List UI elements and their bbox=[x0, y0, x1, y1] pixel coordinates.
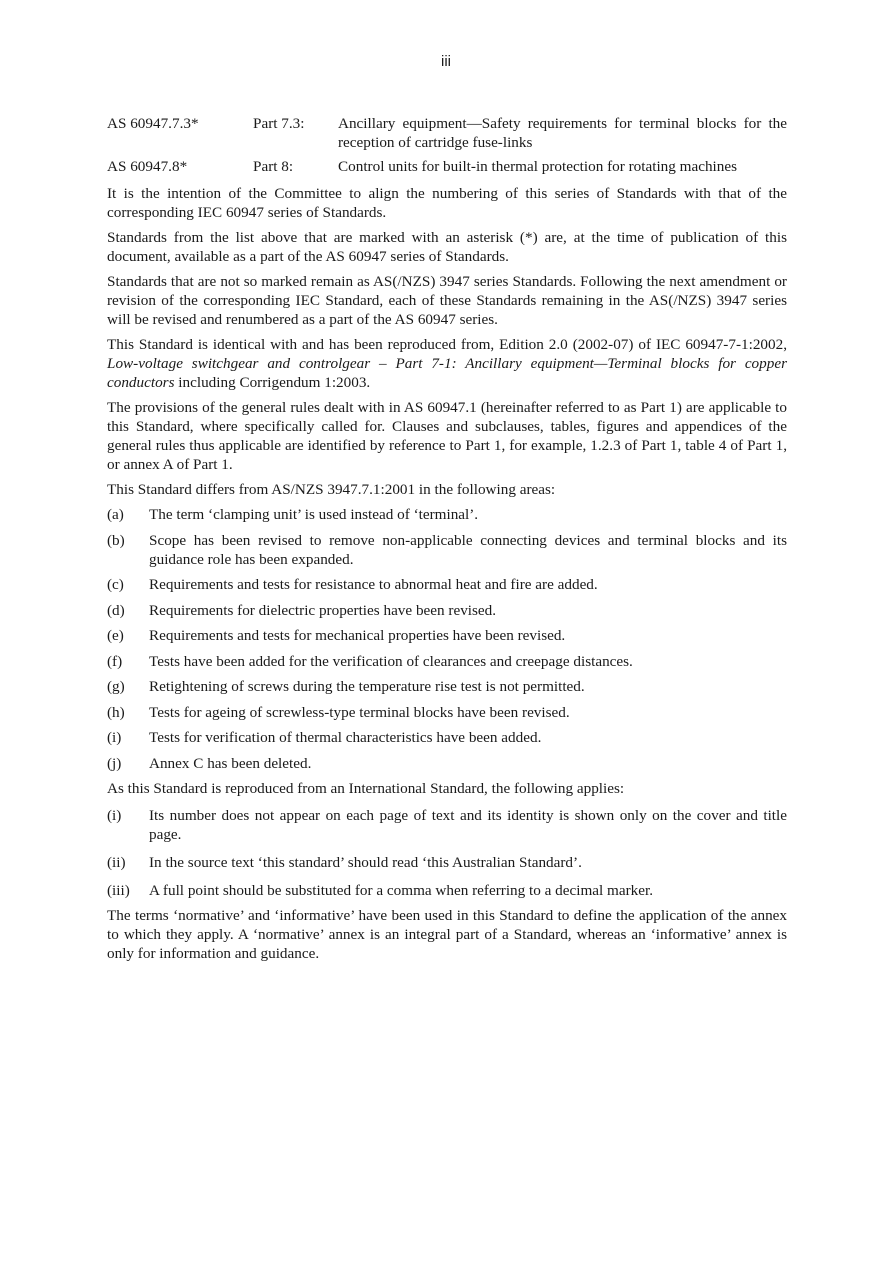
list-marker: (i) bbox=[107, 807, 122, 824]
list-marker: (g) bbox=[107, 678, 125, 695]
iec-title: Low-voltage switchgear and controlgear – Part 7-1: Ancillary equipment—Terminal blocks for copper conductors bbox=[107, 355, 787, 391]
list-item bbox=[107, 626, 787, 645]
paragraph-asterisk: Standards from the list above that are marked with an asterisk (*) are, at the time of publication of this document, available as a part of the AS 60947 series of Standards. bbox=[107, 229, 787, 265]
document-body bbox=[107, 114, 787, 969]
list-marker: (a) bbox=[107, 506, 124, 523]
identical-text-end: including Corrigendum 1:2003. bbox=[174, 374, 371, 391]
paragraph-differs: This Standard differs from AS/NZS 3947.7.1:2001 in the following areas: bbox=[107, 481, 556, 498]
list-marker: (c) bbox=[107, 576, 124, 593]
list-marker: (iii) bbox=[107, 882, 130, 899]
applies-list bbox=[107, 806, 787, 900]
list-marker: (ii) bbox=[107, 854, 126, 871]
paragraph-unmarked: Standards that are not so marked remain as AS(/NZS) 3947 series Standards. Following the next amendment or revision of the corresponding IEC Standard, each of these Standards remaining in the AS(/NZS) 3947 series will be revised and renumbered as a part of the AS 60947 series. bbox=[107, 273, 787, 328]
list-text: Tests for verification of thermal characteristics have been added. bbox=[149, 729, 542, 746]
list-text: Retightening of screws during the temperature rise test is not permitted. bbox=[149, 678, 585, 695]
list-item bbox=[107, 677, 787, 696]
list-text: Its number does not appear on each page of text and its identity is shown only on the cover and title page. bbox=[149, 807, 787, 843]
list-item bbox=[107, 505, 787, 524]
list-text: Tests have been added for the verification of clearances and creepage distances. bbox=[149, 652, 633, 670]
list-item bbox=[107, 652, 787, 671]
list-marker: (i) bbox=[107, 729, 122, 746]
list-marker: (b) bbox=[107, 531, 125, 549]
list-text: Requirements and tests for mechanical properties have been revised. bbox=[149, 627, 566, 644]
standard-code: AS 60947.7.3* bbox=[107, 115, 199, 132]
paragraph-normative: The terms ‘normative’ and ‘informative’ have been used in this Standard to define the application of the annex to which they apply. A ‘normative’ annex is an integral part of a Standard, whereas an ‘informative’ annex is only for information and guidance. bbox=[107, 907, 787, 962]
list-item bbox=[107, 754, 787, 773]
standard-entry bbox=[107, 157, 787, 176]
paragraph-identical bbox=[107, 335, 787, 392]
list-text: In the source text ‘this standard’ should read ‘this Australian Standard’. bbox=[149, 854, 582, 871]
list-text: Requirements and tests for resistance to abnormal heat and fire are added. bbox=[149, 576, 598, 593]
list-text: Requirements for dielectric properties have been revised. bbox=[149, 601, 497, 619]
list-text: Tests for ageing of screwless-type terminal blocks have been revised. bbox=[149, 703, 570, 721]
standard-part: Part 7.3: bbox=[253, 115, 305, 132]
list-item bbox=[107, 531, 787, 569]
list-marker: (f) bbox=[107, 652, 123, 670]
list-item bbox=[107, 881, 787, 900]
list-text: Annex C has been deleted. bbox=[149, 754, 312, 772]
list-item bbox=[107, 853, 787, 872]
standard-entry bbox=[107, 114, 787, 152]
identical-text: This Standard is identical with and has been reproduced from, Edition 2.0 (2002-07) of IEC 60947-7-1:2002, bbox=[107, 336, 787, 353]
list-item bbox=[107, 601, 787, 620]
list-text: Scope has been revised to remove non-applicable connecting devices and terminal blocks and its guidance role has been expanded. bbox=[149, 531, 787, 568]
list-item bbox=[107, 728, 787, 747]
list-text: The term ‘clamping unit’ is used instead of ‘terminal’. bbox=[149, 506, 479, 523]
list-item bbox=[107, 703, 787, 722]
paragraph-applies: As this Standard is reproduced from an International Standard, the following applies: bbox=[107, 780, 625, 797]
list-marker: (h) bbox=[107, 703, 125, 721]
paragraph-alignment: It is the intention of the Committee to align the numbering of this series of Standards with that of the corresponding IEC 60947 series of Standards. bbox=[107, 185, 787, 221]
standard-part: Part 8: bbox=[253, 158, 294, 175]
list-item bbox=[107, 575, 787, 594]
standard-code: AS 60947.8* bbox=[107, 158, 188, 175]
standard-title: Ancillary equipment—Safety requirements for terminal blocks for the reception of cartridge fuse-links bbox=[338, 115, 787, 151]
differences-list bbox=[107, 505, 787, 773]
list-marker: (j) bbox=[107, 754, 122, 772]
list-marker: (d) bbox=[107, 601, 125, 619]
list-marker: (e) bbox=[107, 627, 124, 644]
paragraph-provisions: The provisions of the general rules dealt with in AS 60947.1 (hereinafter referred to as Part 1) are applicable to this Standard, where specifically called for. Clauses and subclauses, tables, figures and appendices of the general rules thus applicable are identified by reference to Part 1, for example, 1.2.3 of Part 1, table 4 of Part 1, or annex A of Part 1. bbox=[107, 399, 787, 473]
page-number: iii bbox=[441, 53, 451, 70]
list-item bbox=[107, 806, 787, 844]
list-text: A full point should be substituted for a comma when referring to a decimal marker. bbox=[149, 882, 654, 899]
standard-title: Control units for built-in thermal protection for rotating machines bbox=[338, 158, 738, 175]
